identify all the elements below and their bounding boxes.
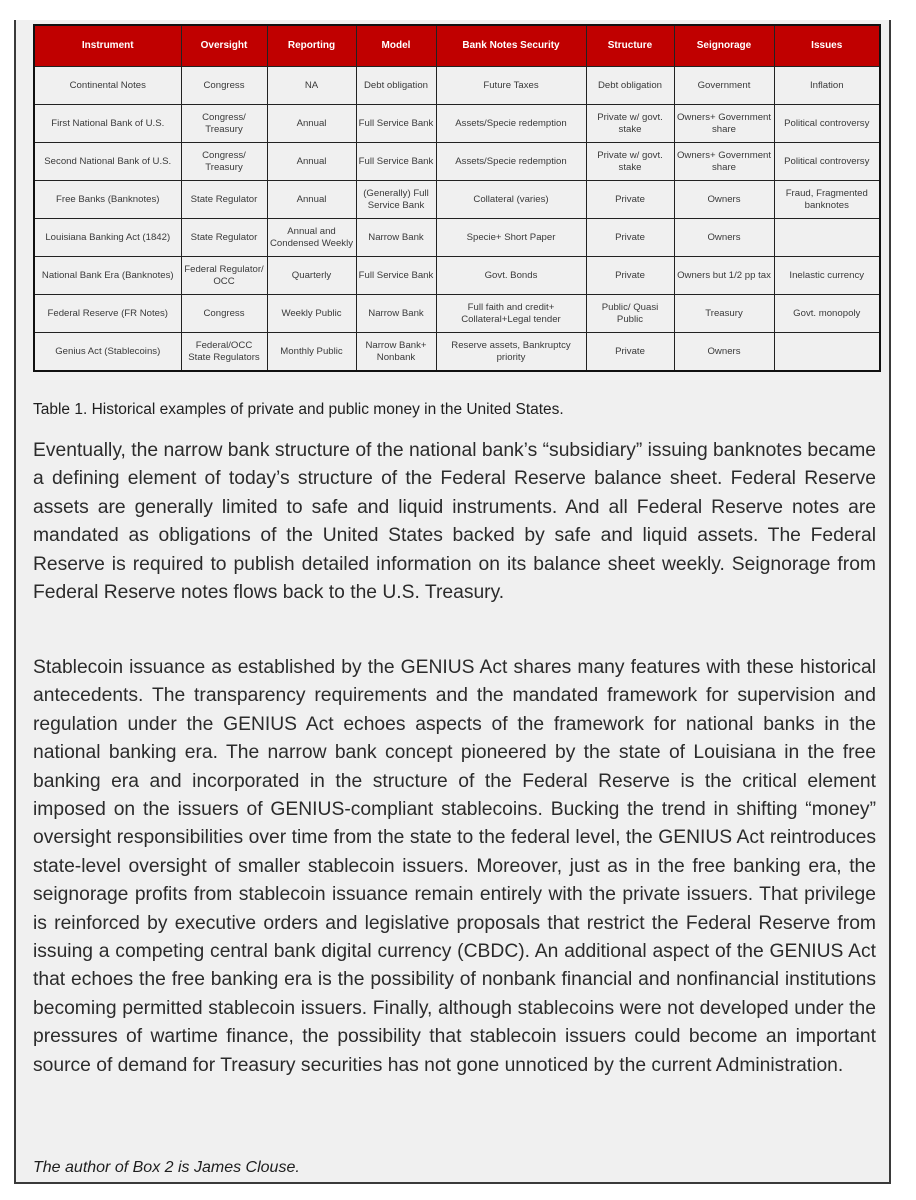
cell-structure: Private w/ govt. stake [586, 143, 674, 181]
cell-structure: Private w/ govt. stake [586, 105, 674, 143]
body-paragraph-2: Stablecoin issuance as established by the GENIUS Act shares many features with these historical antecedents. The transparency requirements and the mandated framework for supervision and regulation under the GENIUS Act echoes aspects of the framework for national banks in the national banking era. The narrow bank concept pioneered by the state of Louisiana in the free banking era and incorporated in the structure of the Federal Reserve is the critical element imposed on the issuers of GENIUS-compliant stablecoins. Bucking the trend in shifting “money” oversight responsibilities over time from the state to the federal level, the GENIUS Act reintroduces state-level oversight of smaller stablecoin issuers. Moreover, just as in the free banking era, the seignorage profits from stablecoin issuance remain entirely with the private issuers. That privilege is reinforced by executive orders and legislative proposals that restrict the Federal Reserve from issuing a competing central bank digital currency (CBDC). An additional aspect of the GENIUS Act that echoes the free banking era is the possibility of nonbank financial and nonfinancial institutions becoming permitted stablecoin issuers. Finally, although stablecoins were not developed under the pressures of wartime finance, the possibility that stablecoin issuers could become an important source of demand for Treasury securities has not gone unnoticed by the current Administration. [33, 657, 876, 1076]
header-structure: Structure [586, 25, 674, 67]
cell-reporting: NA [267, 67, 356, 105]
cell-security: Future Taxes [436, 67, 586, 105]
header-model: Model [356, 25, 436, 67]
table-row [34, 143, 880, 181]
cell-oversight: Congress/ Treasury [181, 143, 267, 181]
cell-seignorage: Owners+ Government share [674, 143, 774, 181]
header-bank-notes-security: Bank Notes Security [436, 25, 586, 67]
cell-oversight: Congress [181, 67, 267, 105]
table-caption: Table 1. Historical examples of private and public money in the United States. [33, 401, 564, 418]
cell-instrument: Genius Act (Stablecoins) [34, 333, 181, 372]
cell-seignorage: Owners [674, 333, 774, 372]
cell-seignorage: Owners [674, 219, 774, 257]
cell-seignorage: Owners+ Government share [674, 105, 774, 143]
table-row [34, 67, 880, 105]
cell-security: Reserve assets, Bankruptcy priority [436, 333, 586, 372]
cell-security: Govt. Bonds [436, 257, 586, 295]
cell-seignorage: Government [674, 67, 774, 105]
cell-instrument: Continental Notes [34, 67, 181, 105]
cell-structure: Private [586, 257, 674, 295]
cell-security: Collateral (varies) [436, 181, 586, 219]
cell-security: Specie+ Short Paper [436, 219, 586, 257]
cell-reporting: Quarterly [267, 257, 356, 295]
cell-security: Full faith and credit+ Collateral+Legal tender [436, 295, 586, 333]
cell-instrument: First National Bank of U.S. [34, 105, 181, 143]
header-oversight: Oversight [181, 25, 267, 67]
cell-structure: Private [586, 219, 674, 257]
cell-model: Narrow Bank [356, 219, 436, 257]
cell-seignorage: Owners [674, 181, 774, 219]
table-header-row [34, 25, 880, 67]
cell-seignorage: Owners but 1/2 pp tax [674, 257, 774, 295]
cell-structure: Debt obligation [586, 67, 674, 105]
header-instrument: Instrument [34, 25, 181, 67]
cell-instrument: Federal Reserve (FR Notes) [34, 295, 181, 333]
cell-issues: Political controversy [774, 105, 880, 143]
cell-issues [774, 219, 880, 257]
table-row [34, 181, 880, 219]
cell-reporting: Monthly Public [267, 333, 356, 372]
cell-reporting: Weekly Public [267, 295, 356, 333]
cell-issues: Inelastic currency [774, 257, 880, 295]
cell-instrument: Second National Bank of U.S. [34, 143, 181, 181]
cell-issues [774, 333, 880, 372]
header-issues: Issues [774, 25, 880, 67]
historical-money-table [33, 24, 881, 372]
cell-model: Full Service Bank [356, 105, 436, 143]
table-row [34, 105, 880, 143]
cell-issues: Fraud, Fragmented banknotes [774, 181, 880, 219]
cell-security: Assets/Specie redemption [436, 143, 586, 181]
cell-issues: Inflation [774, 67, 880, 105]
cell-model: (Generally) Full Service Bank [356, 181, 436, 219]
cell-structure: Private [586, 333, 674, 372]
author-note: The author of Box 2 is James Clouse. [33, 1159, 300, 1176]
cell-oversight: State Regulator [181, 181, 267, 219]
cell-security: Assets/Specie redemption [436, 105, 586, 143]
cell-model: Debt obligation [356, 67, 436, 105]
cell-instrument: Free Banks (Banknotes) [34, 181, 181, 219]
table-row [34, 257, 880, 295]
cell-oversight: Federal Regulator/ OCC [181, 257, 267, 295]
cell-structure: Public/ Quasi Public [586, 295, 674, 333]
cell-model: Narrow Bank+ Nonbank [356, 333, 436, 372]
table-row [34, 333, 880, 372]
table-row [34, 295, 880, 333]
cell-model: Full Service Bank [356, 143, 436, 181]
cell-reporting: Annual [267, 143, 356, 181]
cell-issues: Govt. monopoly [774, 295, 880, 333]
cell-oversight: Federal/OCC State Regulators [181, 333, 267, 372]
cell-instrument: Louisiana Banking Act (1842) [34, 219, 181, 257]
cell-model: Narrow Bank [356, 295, 436, 333]
header-seignorage: Seignorage [674, 25, 774, 67]
cell-instrument: National Bank Era (Banknotes) [34, 257, 181, 295]
cell-oversight: Congress/ Treasury [181, 105, 267, 143]
cell-oversight: Congress [181, 295, 267, 333]
cell-oversight: State Regulator [181, 219, 267, 257]
cell-structure: Private [586, 181, 674, 219]
cell-reporting: Annual and Condensed Weekly [267, 219, 356, 257]
body-paragraph-1: Eventually, the narrow bank structure of the national bank’s “subsidiary” issuing banknotes became a defining element of today’s structure of the Federal Reserve balance sheet. Federal Reserve assets are generally limited to safe and liquid instruments. And all Federal Reserve notes are mandated as obligations of the United States backed by safe and liquid assets. The Federal Reserve is required to publish detailed information on its balance sheet weekly. Seignorage from Federal Reserve notes flows back to the U.S. Treasury. [33, 440, 876, 604]
header-reporting: Reporting [267, 25, 356, 67]
cell-reporting: Annual [267, 181, 356, 219]
cell-seignorage: Treasury [674, 295, 774, 333]
cell-model: Full Service Bank [356, 257, 436, 295]
table-row [34, 219, 880, 257]
cell-reporting: Annual [267, 105, 356, 143]
cell-issues: Political controversy [774, 143, 880, 181]
